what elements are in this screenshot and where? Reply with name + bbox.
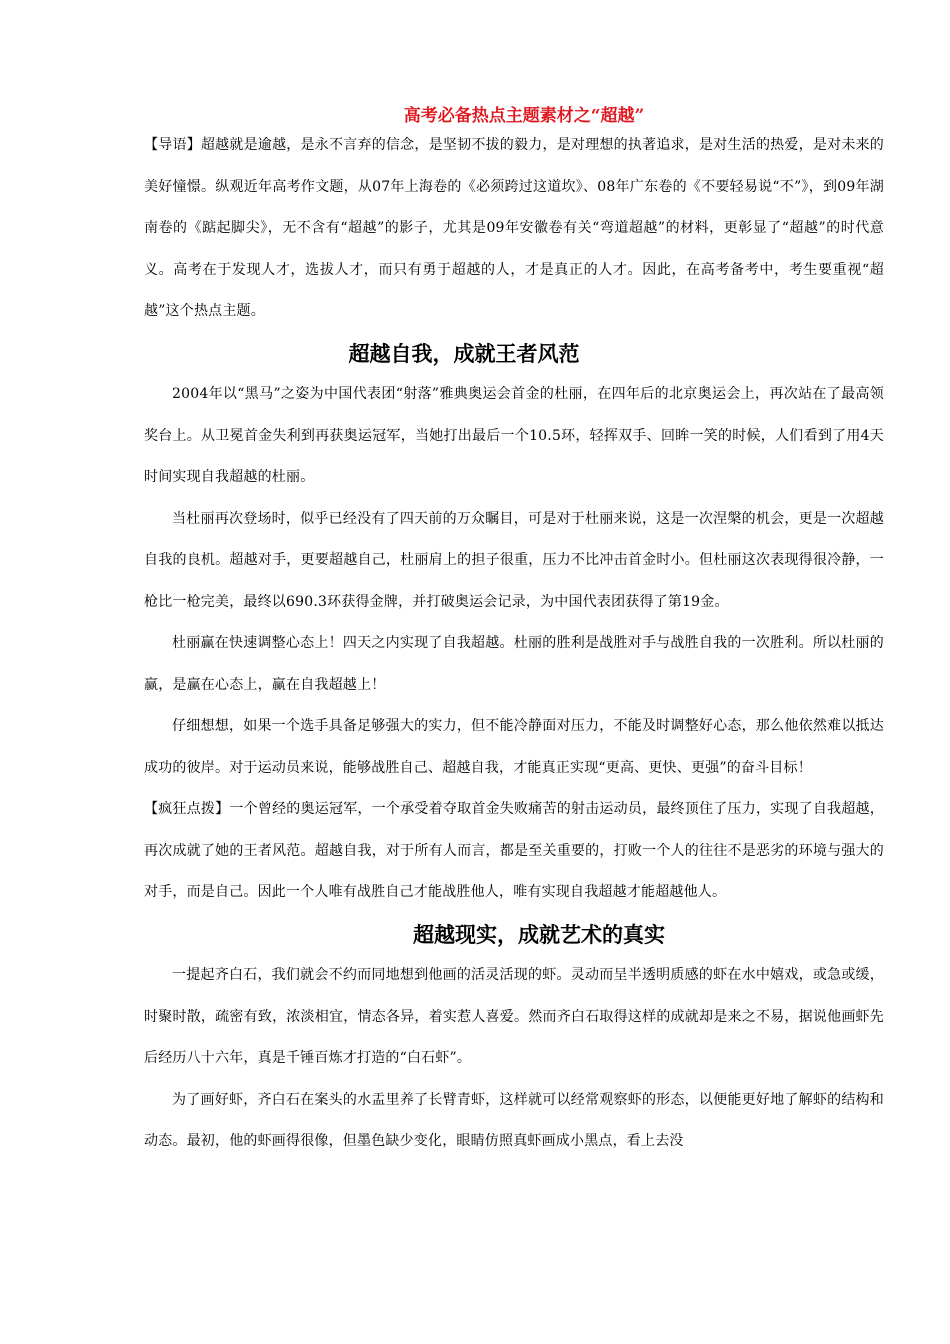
comment-paragraph: 【疯狂点拨】一个曾经的奥运冠军，一个承受着夺取首金失败痛苦的射击运动员，最终顶住了压力，实现了自我超越，再次成就了她的王者风范。超越自我，对于所有人而言，都是至关重要的，打败一个人的往往不是恶劣的环境与强大的对手，而是自己。因此一个人唯有战胜自己才能战胜他人，唯有实现自我超越才能超越他人。	[144, 801, 884, 900]
section2-paragraph-1: 一提起齐白石，我们就会不约而同地想到他画的活灵活现的虾。灵动而呈半透明质感的虾在水中嬉戏，或急或缓，时聚时散，疏密有致，浓淡相宜，情态各异，着实惹人喜爱。然而齐白石取得这样的成就却是来之不易，据说他画虾先后经历八十六年，真是千锤百炼才打造的“白石虾”。	[144, 967, 884, 1066]
section-heading-2: 超越现实，成就艺术的真实	[413, 921, 665, 947]
section2-paragraph-2: 为了画好虾，齐白石在案头的水盂里养了长臂青虾，这样就可以经常观察虾的形态，以便能更好地了解虾的结构和动态。最初，他的虾画得很像，但墨色缺少变化，眼睛仿照真虾画成小黑点，看上去没	[144, 1091, 884, 1149]
document-page	[144, 103, 884, 1163]
section-heading-1: 超越自我，成就王者风范	[348, 340, 580, 366]
section1-paragraph-2: 当杜丽再次登场时，似乎已经没有了四天前的万众瞩目，可是对于杜丽来说，这是一次涅槃的机会，更是一次超越自我的良机。超越对手，更要超越自己，杜丽肩上的担子很重，压力不比冲击首金时小。但杜丽这次表现得很冷静，一枪比一枪完美，最终以690.3环获得金牌，并打破奥运会记录，为中国代表团获得了第19金。	[144, 510, 884, 610]
section1-paragraph-3: 杜丽赢在快速调整心态上！四天之内实现了自我超越。杜丽的胜利是战胜对手与战胜自我的一次胜利。所以杜丽的赢，是赢在心态上，赢在自我超越上！	[144, 635, 884, 693]
section1-paragraph-1: 2004年以“黑马”之姿为中国代表团“射落”雅典奥运会首金的杜丽，在四年后的北京奥运会上，再次站在了最高领奖台上。从卫冕首金失利到再获奥运冠军，当她打出最后一个10.5环，轻挥双手、回眸一笑的时候，人们看到了用4天时间实现自我超越的杜丽。	[144, 386, 884, 485]
section1-paragraph-4: 仔细想想，如果一个选手具备足够强大的实力，但不能冷静面对压力，不能及时调整好心态，那么他依然难以抵达成功的彼岸。对于运动员来说，能够战胜自己、超越自我，才能真正实现“更高、更快、更强”的奋斗目标！	[144, 718, 884, 776]
intro-paragraph: 【导语】超越就是逾越，是永不言弃的信念，是坚韧不拔的毅力，是对理想的执著追求，是对生活的热爱，是对未来的美好憧憬。纵观近年高考作文题，从07年上海卷的《必须跨过这道坎》、08年广东卷的《不要轻易说“不”》，到09年湖南卷的《踮起脚尖》，无不含有“超越”的影子，尤其是09年安徽卷有关“弯道超越”的材料，更彰显了“超越”的时代意义。高考在于发现人才，选拔人才，而只有勇于超越的人，才是真正的人才。因此，在高考备考中，考生要重视“超越”这个热点主题。	[144, 137, 884, 319]
document-title: 高考必备热点主题素材之“超越”	[403, 106, 645, 126]
